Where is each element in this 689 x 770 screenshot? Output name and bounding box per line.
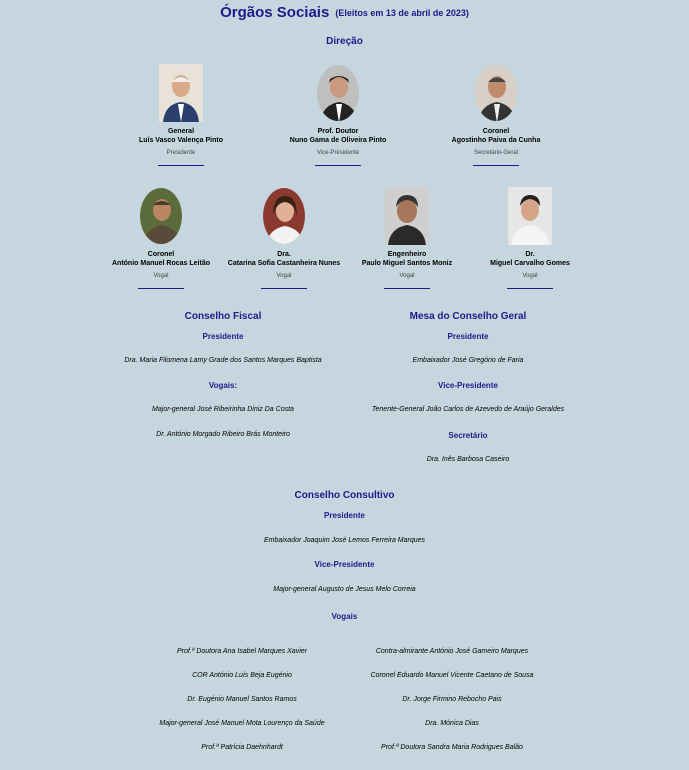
fiscal-presidente-label: Presidente [202, 332, 244, 341]
mesa-vice-label: Vice-Presidente [438, 381, 498, 390]
consultivo-vice-label: Vice-Presidente [314, 560, 375, 569]
divider-line [507, 288, 553, 289]
page-subtitle: (Eleitos em 13 de abril de 2023) [335, 8, 469, 18]
mesa-presidente-name: Embaixador José Gregório de Faria [412, 357, 524, 364]
consultivo-vogais-label: Vogais [331, 612, 358, 621]
director-card [406, 64, 586, 166]
director-name: António Manuel Rocas Leitão [111, 260, 210, 267]
director-title: Prof. Doutor [317, 128, 359, 135]
director-name: Nuno Gama de Oliveira Pinto [289, 137, 387, 144]
fiscal-vogal-name: Dr. António Morgado Ribeiro Brás Monteiro [156, 431, 290, 438]
fiscal-presidente-name: Dra. Maria Filomena Lamy Grade dos Santos Marques Baptista [124, 357, 322, 364]
consultivo-vogal-name: Prof.ª Doutora Sandra Maria Rodrigues Balão [381, 744, 523, 751]
director-photo [159, 64, 203, 122]
director-title: Coronel [482, 128, 510, 135]
page-title: Órgãos Sociais [220, 4, 330, 21]
director-name: Luís Vasco Valença Pinto [138, 137, 224, 144]
consultivo-vogal-name: Contra-almirante António José Gameiro Marques [375, 648, 529, 655]
director-name: Catarina Sofia Castanheira Nunes [227, 260, 341, 267]
director-card [248, 64, 428, 166]
director-card [440, 187, 620, 289]
consultivo-heading: Conselho Consultivo [294, 490, 395, 501]
consultivo-vogal-name: Prof.ª Patrícia Daehnhardt [201, 744, 283, 751]
director-title: Coronel [147, 251, 175, 258]
director-role: Vogal [399, 273, 415, 279]
divider-line [384, 288, 430, 289]
director-photo [316, 64, 360, 122]
divider-line [315, 165, 361, 166]
consultivo-presidente-label: Presidente [324, 511, 365, 520]
director-name: Paulo Miguel Santos Moniz [361, 260, 453, 267]
director-role: Vogal [522, 273, 538, 279]
director-role: Vogal [153, 273, 169, 279]
direcao-heading: Direção [326, 36, 363, 47]
mesa-secretario-name: Dra. Inês Barbosa Caseiro [426, 456, 510, 463]
mesa-vice-name: Tenente-General João Carlos de Azevedo de Araújo Geraldes [371, 406, 565, 413]
director-photo [508, 187, 552, 245]
director-photo [139, 187, 183, 245]
director-role: Vogal [276, 273, 292, 279]
consultivo-vogal-name: Major-general José Manuel Mota Lourenço da Saúde [159, 720, 325, 727]
consultivo-vogal-name: Prof.ª Doutora Ana Isabel Marques Xavier [177, 648, 307, 655]
divider-line [473, 165, 519, 166]
director-card [91, 64, 271, 166]
consultivo-vogal-name: COR António Luís Beja Eugénio [192, 672, 292, 679]
divider-line [261, 288, 307, 289]
director-role: Presidente [166, 150, 196, 156]
director-name: Miguel Carvalho Gomes [490, 260, 570, 267]
director-title: Dr. [525, 251, 535, 258]
consultivo-presidente-name: Embaixador Joaquim José Lemos Ferreira Marques [263, 537, 426, 544]
consultivo-vogal-name: Dr. Jorge Firmino Rebocho Pais [402, 696, 502, 703]
divider-line [158, 165, 204, 166]
director-role: Vice-Presidente [316, 150, 360, 156]
director-title: Engenheiro [387, 251, 427, 258]
conselho-fiscal-heading: Conselho Fiscal [184, 311, 262, 322]
director-photo [262, 187, 306, 245]
director-photo [474, 64, 518, 122]
mesa-presidente-label: Presidente [447, 332, 489, 341]
divider-line [138, 288, 184, 289]
fiscal-vogal-name: Major-general José Ribeirinha Diniz Da Costa [152, 406, 294, 413]
consultivo-vice-name: Major-general Augusto de Jesus Melo Correia [273, 586, 416, 593]
consultivo-vogal-name: Dra. Mónica Dias [425, 720, 479, 727]
director-title: Dra. [277, 251, 291, 258]
mesa-secretario-label: Secretário [448, 431, 488, 440]
fiscal-vogais-label: Vogais: [208, 381, 238, 390]
director-photo [385, 187, 429, 245]
director-role: Secretário-Geral [473, 150, 518, 156]
mesa-heading: Mesa do Conselho Geral [409, 311, 527, 322]
director-name: Agostinho Paiva da Cunha [451, 137, 541, 144]
director-title: General [167, 128, 195, 135]
consultivo-vogal-name: Dr. Eugénio Manuel Santos Ramos [187, 696, 297, 703]
consultivo-vogal-name: Coronel Eduardo Manuel Vicente Caetano de Sousa [370, 672, 534, 679]
page-title-bar [0, 4, 689, 21]
